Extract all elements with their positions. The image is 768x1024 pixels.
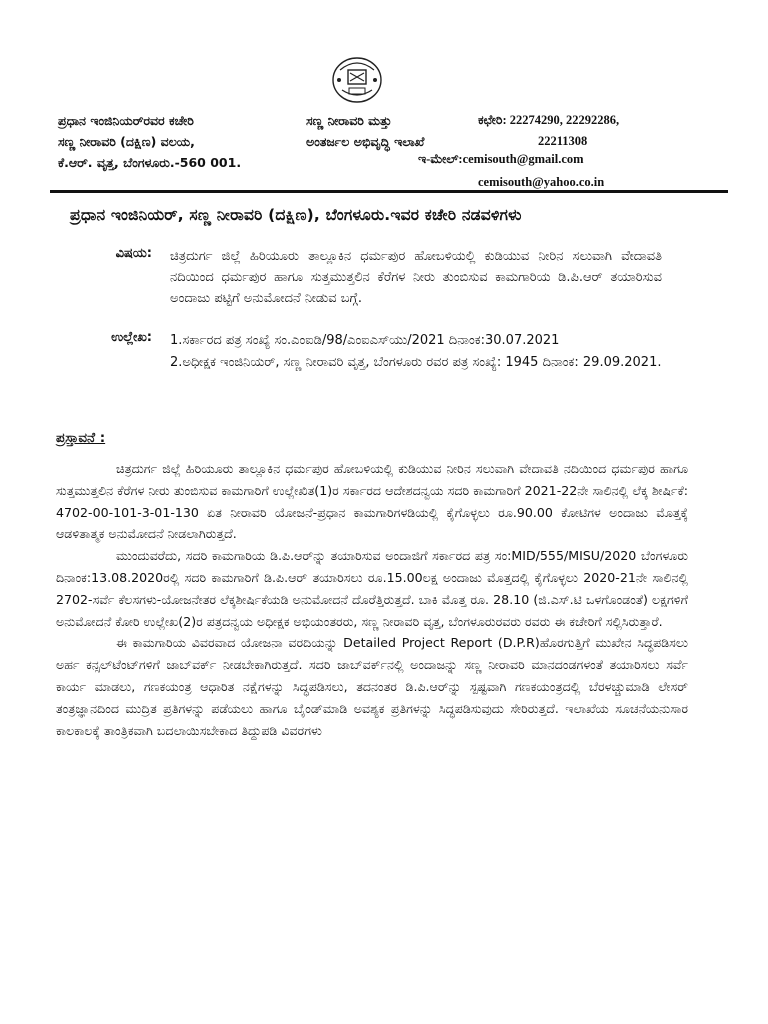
body-paragraph-3: ಈ ಕಾಮಗಾರಿಯ ವಿವರವಾದ ಯೋಜನಾ ವರದಿಯನ್ನು Detailed Project Report (D.P.R)ಹೊರಗುತ್ತಿಗೆ ಮುಖೇನ ಸಿದ್ಧಪಡಿಸಲು ಅರ್ಹ ಕನ್ಸಲ್‌ಟೆಂಟ್‌ಗಳಿಗೆ ಜಾಬ್‌ವರ್ಕ್ ನೀಡಬೇಕಾಗಿರುತ್ತದೆ. ಸದರಿ ಜಾಬ್‌ವರ್ಕ್‌ನಲ್ಲಿ ಅಂದಾಜನ್ನು ಸಣ್ಣ ನೀರಾವರಿ ಮಾನದಂಡಗಳಂತೆ ತಯಾರಿಸಲು ಸರ್ವೆ ಕಾರ್ಯ ಮಾಡಲು, ಗಣಕಯಂತ್ರ ಆಧಾರಿತ ನಕ್ಷೆಗಳನ್ನು ಸಿದ್ಧಪಡಿಸಲು, ತದನಂತರ ಡಿ.ಪಿ.ಆರ್‌ನ್ನು ಸ್ಪಷ್ಟವಾಗಿ ಗಣಕಯಂತ್ರದಲ್ಲಿ ಬೆರಳಚ್ಚುಮಾಡಿ ಲೇಸರ್ ತಂತ್ರಜ್ಞಾನದಿಂದ ಮುದ್ರಿತ ಪ್ರತಿಗಳನ್ನು ಪಡೆಯಲು ಹಾಗೂ ಬೈಂಡ್‌ಮಾಡಿ ಅವಶ್ಯಕ ಪ್ರತಿಗಳನ್ನು ಸಿದ್ಧಪಡಿಸುವುದು ಸೇರಿರುತ್ತದೆ. ಇಲಾಖೆಯ ಸೂಚನೆಯನುಸಾರ ಕಾಲಕಾಲಕ್ಕೆ ತಾಂತ್ರಿಕವಾಗಿ ಬದಲಾಯಿಸಬೇಕಾದ ತಿದ್ದುಪಡಿ ವಿವರಗಳು xyxy=(56,635,688,738)
phone-line-1: ಕಛೇರಿ: 22274290, 22292286, xyxy=(478,113,620,127)
department-line-1: ಸಣ್ಣ ನೀರಾವರಿ ಮತ್ತು xyxy=(306,113,392,128)
introduction-heading: ಪ್ರಸ್ತಾವನೆ : xyxy=(56,430,106,446)
document-title: ಪ್ರಧಾನ ಇಂಜಿನಿಯರ್, ಸಣ್ಣ ನೀರಾವರಿ (ದಕ್ಷಿಣ), ಬೆಂಗಳೂರು.ಇವರ ಕಚೇರಿ ನಡವಳಿಗಳು xyxy=(70,206,522,224)
phone-line-2: 22211308 xyxy=(538,134,588,148)
subject-text: ಚಿತ್ರದುರ್ಗ ಜಿಲ್ಲೆ ಹಿರಿಯೂರು ತಾಲ್ಲೂಕಿನ ಧರ್ಮಪುರ ಹೋಬಳಿಯಲ್ಲಿ ಕುಡಿಯುವ ನೀರಿನ ಸಲುವಾಗಿ ವೇದಾವತಿ ನದಿಯಿಂದ ಧರ್ಮಪುರ ಹಾಗೂ ಸುತ್ತಮುತ್ತಲಿನ ಕೆರೆಗಳ ನೀರು ತುಂಬಿಸುವ ಕಾಮಗಾರಿಯ ಡಿ.ಪಿ.ಆರ್ ತಯಾರಿಸುವ ಅಂದಾಜು ಪಟ್ಟಿಗೆ ಅನುಮೋದನೆ ನೀಡುವ ಬಗ್ಗೆ. xyxy=(170,249,662,306)
subject-label: ವಿಷಯ: xyxy=(115,246,152,261)
body-paragraph-1: ಚಿತ್ರದುರ್ಗ ಜಿಲ್ಲೆ ಹಿರಿಯೂರು ತಾಲ್ಲೂಕಿನ ಧರ್ಮಪುರ ಹೋಬಳಿಯಲ್ಲಿ ಕುಡಿಯುವ ನೀರಿನ ಸಲುವಾಗಿ ವೇದಾವತಿ ನದಿಯಿಂದ ಧರ್ಮಪುರ ಹಾಗೂ ಸುತ್ತಮುತ್ತಲಿನ ಕೆರೆಗಳ ನೀರು ತುಂಬಿಸುವ ಕಾಮಗಾರಿಗೆ ಉಲ್ಲೇಖಿತ(1)ರ ಸರ್ಕಾರದ ಆದೇಶದನ್ವಯ ಸದರಿ ಕಾಮಗಾರಿಗೆ 2021-22ನೇ ಸಾಲಿನಲ್ಲಿ ಲೆಕ್ಕ ಶೀರ್ಷಿಕೆ: 4702-00-101-3-01-130 ಏತ ನೀರಾವರಿ ಯೋಜನೆ-ಪ್ರಧಾನ ಕಾಮಗಾರಿಗಳಡಿಯಲ್ಲಿ ಕೈಗೊಳ್ಳಲು ರೂ.90.00 ಕೋಟಿಗಳ ಅಂದಾಜು ಮೊತ್ತಕ್ಕೆ ಆಡಳಿತಾತ್ಮಕ ಅನುಮೋದನೆ ನೀಡಲಾಗಿರುತ್ತದೆ. xyxy=(56,461,688,542)
reference-item-2: 2.ಅಧೀಕ್ಷಕ ಇಂಜಿನಿಯರ್, ಸಣ್ಣ ನೀರಾವರಿ ವೃತ್ತ, ಬೆಂಗಳೂರು ರವರ ಪತ್ರ ಸಂಖ್ಯೆ: 1945 ದಿನಾಂಕ: 29.09.2021. xyxy=(170,355,662,370)
office-address xyxy=(58,110,308,173)
introduction-body xyxy=(56,458,688,741)
reference-item-1: 1.ಸರ್ಕಾರದ ಪತ್ರ ಸಂಖ್ಯೆ ಸಂ.ಎಂಐಡಿ/98/ಎಂಐಎಸ್‌ಯು/2021 ದಿನಾಂಕ:30.07.2021 xyxy=(170,333,560,348)
government-seal-icon xyxy=(326,50,388,108)
department-name xyxy=(306,110,476,152)
department-line-2: ಅಂತರ್ಜಲ ಅಭಿವೃದ್ಧಿ ಇಲಾಖೆ xyxy=(306,134,425,149)
email-primary: ಇ-ಮೇಲ್:cemisouth@gmail.com xyxy=(418,152,584,166)
letterhead-divider xyxy=(50,190,728,193)
body-paragraph-2: ಮುಂದುವರೆದು, ಸದರಿ ಕಾಮಗಾರಿಯ ಡಿ.ಪಿ.ಆರ್‌ನ್ನು ತಯಾರಿಸುವ ಅಂದಾಜಿಗೆ ಸರ್ಕಾರದ ಪತ್ರ ಸಂ:MID/555/MISU/2020 ಬೆಂಗಳೂರು ದಿನಾಂಕ:13.08.2020ರಲ್ಲಿ ಸದರಿ ಕಾಮಗಾರಿಗೆ ಡಿ.ಪಿ.ಆರ್ ತಯಾರಿಸಲು ರೂ.15.00ಲಕ್ಷ ಅಂದಾಜು ಮೊತ್ತದಲ್ಲಿ ಕೈಗೊಳ್ಳಲು 2020-21ನೇ ಸಾಲಿನಲ್ಲಿ 2702-ಸರ್ವೆ ಕೆಲಸಗಳು-ಯೋಜನೇತರ ಲೆಕ್ಕಶೀರ್ಷಿಕೆಯಡಿ ಅನುಮೋದನೆ ದೊರೆತ್ತಿರುತ್ತದೆ. ಬಾಕಿ ಮೊತ್ತ ರೂ. 28.10 (ಜಿ.ಎಸ್.ಟಿ ಒಳಗೊಂಡಂತೆ) ಲಕ್ಷಗಳಿಗೆ ಅನುಮೋದನೆ ಕೋರಿ ಉಲ್ಲೇಖ(2)ರ ಪತ್ರದನ್ವಯ ಅಧೀಕ್ಷಕ ಅಭಿಯಂತರರು, ಸಣ್ಣ ನೀರಾವರಿ ವೃತ್ತ, ಬೆಂಗಳೂರುರವರು ರವರು ಈ ಕಚೇರಿಗೆ ಸಲ್ಲಿಸಿರುತ್ತಾರೆ. xyxy=(56,548,688,629)
office-name: ಪ್ರಧಾನ ಇಂಜಿನಿಯರ್‌ರವರ ಕಚೇರಿ xyxy=(58,113,194,128)
office-location: ಕೆ.ಆರ್. ವೃತ್ತ, ಬೆಂಗಳೂರು.-560 001. xyxy=(58,155,242,170)
references-label: ಉಲ್ಲೇಖ: xyxy=(111,330,152,345)
office-zone: ಸಣ್ಣ ನೀರಾವರಿ (ದಕ್ಷಿಣ) ವಲಯ, xyxy=(58,134,195,149)
email-secondary: cemisouth@yahoo.co.in xyxy=(478,175,605,189)
references-list xyxy=(170,330,662,373)
office-phones xyxy=(478,110,718,152)
